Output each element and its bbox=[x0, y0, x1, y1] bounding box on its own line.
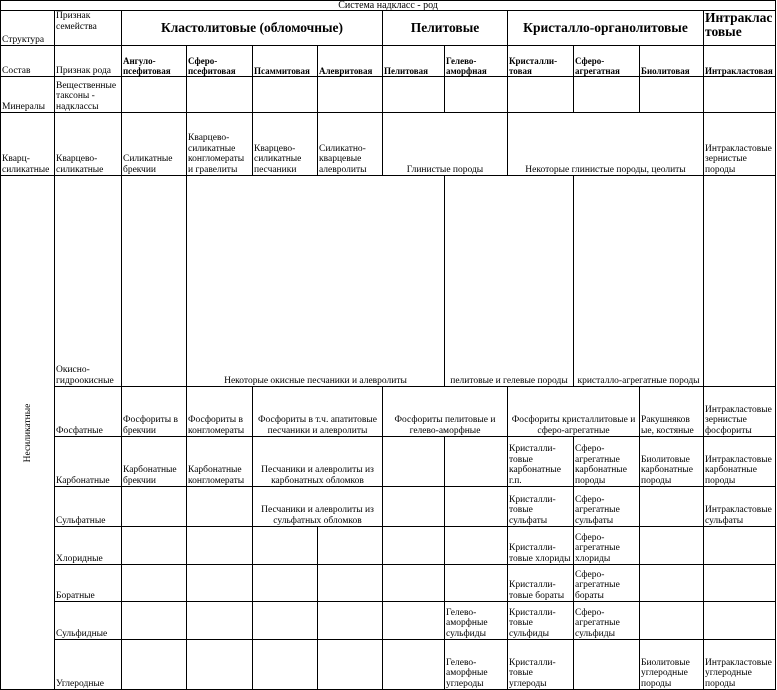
cell-rod-sulfatnye[interactable]: Сульфатные bbox=[55, 487, 122, 527]
cell-fosfority-apatitovye[interactable]: Фосфориты в т.ч. апатитовые песчаники и алевролиты bbox=[253, 387, 383, 437]
cell-empty[interactable] bbox=[122, 527, 187, 565]
cell-empty[interactable] bbox=[187, 487, 253, 527]
cell-karbonatnye-brekchii[interactable]: Карбонатные брекчии bbox=[122, 437, 187, 487]
cell-kristallo-agregatnye[interactable]: кристалло-агрегатные породы bbox=[574, 176, 704, 387]
cell-empty[interactable] bbox=[318, 565, 383, 602]
header-kristallo-organolitovye[interactable]: Кристалло-органолитовые bbox=[508, 11, 704, 46]
cell-empty[interactable] bbox=[187, 77, 253, 113]
cell-empty[interactable] bbox=[318, 527, 383, 565]
cell-intraklast-karbonatnye[interactable]: Интракластовые карбонатные породы bbox=[704, 437, 776, 487]
cell-kvarcevo-konglomeraty[interactable]: Кварцево-силикатные конгломераты и гравелиты bbox=[187, 113, 253, 176]
cell-rakushnyakovye[interactable]: Ракушняков ые, костяные bbox=[640, 387, 704, 437]
cell-kristallitovye-karbonatnye[interactable]: Кристалли-товые карбонатные г.п. bbox=[508, 437, 574, 487]
cell-rod-sulfidnye[interactable]: Сульфидные bbox=[55, 602, 122, 640]
cell-empty[interactable] bbox=[318, 77, 383, 113]
header-sostav[interactable]: Состав bbox=[1, 46, 55, 77]
header-struktura[interactable]: Структура bbox=[1, 11, 55, 46]
cell-empty[interactable] bbox=[253, 527, 318, 565]
cell-fosfority-pelitovye[interactable]: Фосфориты пелитовые и гелево-аморфные bbox=[383, 387, 508, 437]
cell-empty[interactable] bbox=[122, 176, 187, 387]
cell-empty[interactable] bbox=[318, 640, 383, 690]
cell-rod-boratnye[interactable]: Боратные bbox=[55, 565, 122, 602]
cell-empty[interactable] bbox=[640, 602, 704, 640]
cell-intraklast-sulfaty[interactable]: Интракластовые сульфаты bbox=[704, 487, 776, 527]
cell-sfero-khloridy[interactable]: Сферо-агрегатные хлориды bbox=[574, 527, 640, 565]
cell-fosfority-konglomeraty[interactable]: Фосфориты в конгломераты bbox=[187, 387, 253, 437]
cell-empty[interactable] bbox=[122, 565, 187, 602]
cell-rod-karbonatnye[interactable]: Карбонатные bbox=[55, 437, 122, 487]
cell-rod-uglerodnye[interactable]: Углеродные bbox=[55, 640, 122, 690]
cell-empty[interactable] bbox=[640, 77, 704, 113]
cell-empty[interactable] bbox=[574, 77, 640, 113]
cell-empty[interactable] bbox=[187, 527, 253, 565]
cell-empty[interactable] bbox=[253, 602, 318, 640]
cell-kristallitovye-sulfidy[interactable]: Кристалли-товые сульфиды bbox=[508, 602, 574, 640]
cell-intraklast-zernistye[interactable]: Интракластовые зернистые породы bbox=[704, 113, 776, 176]
cell-okisnye-peschaniki[interactable]: Некоторые окисные песчаники и алевролиты bbox=[187, 176, 445, 387]
subheader-alevritovaya[interactable]: Алевритовая bbox=[318, 46, 383, 77]
cell-karbonatnye-konglomeraty[interactable]: Карбонатные конгломераты bbox=[187, 437, 253, 487]
cell-empty[interactable] bbox=[640, 487, 704, 527]
cell-empty[interactable] bbox=[704, 565, 776, 602]
cell-rod-kvarcevo-silikatnye[interactable]: Кварцево-силикатные bbox=[55, 113, 122, 176]
cell-fosfority-kristallitovye[interactable]: Фосфориты кристаллитовые и сферо-агрегатные bbox=[508, 387, 640, 437]
cell-kristallitovye-uglerody[interactable]: Кристалли-товые углероды bbox=[508, 640, 574, 690]
header-intraklastovye[interactable]: Интракластовые bbox=[704, 11, 776, 46]
cell-kristallitovye-khloridy[interactable]: Кристалли-товые хлориды bbox=[508, 527, 574, 565]
cell-taksony[interactable]: Вещественные таксоны - надклассы bbox=[55, 77, 122, 113]
cell-sfero-sulfidy[interactable]: Сферо-агрегатные сульфиды bbox=[574, 602, 640, 640]
cell-kvarcevo-peschaniki[interactable]: Кварцево-силикатные песчаники bbox=[253, 113, 318, 176]
header-priznak-semeystva[interactable]: Признак семейства bbox=[55, 11, 122, 46]
cell-empty[interactable] bbox=[253, 640, 318, 690]
cell-empty[interactable] bbox=[383, 602, 445, 640]
subheader-angulopsefitovaya[interactable]: Ангуло-псефитовая bbox=[122, 46, 187, 77]
cell-empty[interactable] bbox=[445, 487, 508, 527]
subheader-kristallitovaya[interactable]: Кристалли-товая bbox=[508, 46, 574, 77]
cell-empty[interactable] bbox=[445, 77, 508, 113]
cell-pelitovye-gelevye[interactable]: пелитовые и гелевые породы bbox=[445, 176, 574, 387]
cell-sfero-sulfaty[interactable]: Сферо-агрегатные сульфаты bbox=[574, 487, 640, 527]
cell-empty[interactable] bbox=[253, 565, 318, 602]
subheader-pelitovaya[interactable]: Пелитовая bbox=[383, 46, 445, 77]
cell-mineraly[interactable]: Минералы bbox=[1, 77, 55, 113]
cell-sfero-karbonatnye[interactable]: Сферо-агрегатные карбонатные породы bbox=[574, 437, 640, 487]
cell-empty[interactable] bbox=[122, 640, 187, 690]
cell-empty[interactable] bbox=[704, 176, 776, 387]
cell-empty[interactable] bbox=[383, 527, 445, 565]
cell-peschaniki-karbonatnye[interactable]: Песчаники и алевролиты из карбонатных обломков bbox=[253, 437, 383, 487]
cell-empty[interactable] bbox=[704, 527, 776, 565]
cell-gelevo-uglerody[interactable]: Гелево-аморфные углероды bbox=[445, 640, 508, 690]
cell-empty[interactable] bbox=[383, 487, 445, 527]
cell-empty[interactable] bbox=[383, 77, 445, 113]
subheader-psammitovaya[interactable]: Псаммитовая bbox=[253, 46, 318, 77]
cell-silikatnye-brekchii[interactable]: Силикатные брекчии bbox=[122, 113, 187, 176]
cell-empty[interactable] bbox=[574, 640, 640, 690]
cell-empty[interactable] bbox=[508, 77, 574, 113]
cell-empty[interactable] bbox=[122, 77, 187, 113]
table-title[interactable]: Система надкласс - род bbox=[1, 1, 776, 11]
cell-silikatno-alevrolity[interactable]: Силикатно-кварцевые алевролиты bbox=[318, 113, 383, 176]
cell-rod-okisno[interactable]: Окисно-гидроокисные bbox=[55, 176, 122, 387]
cell-empty[interactable] bbox=[445, 565, 508, 602]
cell-kristallitovye-sulfaty[interactable]: Кристалли-товые сульфаты bbox=[508, 487, 574, 527]
header-klastolitovye[interactable]: Кластолитовые (обломочные) bbox=[122, 11, 383, 46]
subheader-sferopsefitovaya[interactable]: Сферо-псефитовая bbox=[187, 46, 253, 77]
cell-gelevo-sulfidy[interactable]: Гелево-аморфные сульфиды bbox=[445, 602, 508, 640]
cell-rod-khloridnye[interactable]: Хлоридные bbox=[55, 527, 122, 565]
cell-empty[interactable] bbox=[704, 602, 776, 640]
cell-nesilikatnye[interactable] bbox=[1, 176, 55, 690]
cell-intraklast-uglerodnye[interactable]: Интракластовые углеродные породы bbox=[704, 640, 776, 690]
cell-rod-fosfatnye[interactable]: Фосфатные bbox=[55, 387, 122, 437]
cell-empty[interactable] bbox=[383, 437, 445, 487]
cell-empty[interactable] bbox=[122, 602, 187, 640]
cell-empty[interactable] bbox=[704, 77, 776, 113]
cell-biolitovye-uglerodnye[interactable]: Биолитовые углеродные породы bbox=[640, 640, 704, 690]
label-nesilikatnye: Несиликатные bbox=[22, 403, 33, 462]
cell-kristallitovye-boraty[interactable]: Кристалли-товые бораты bbox=[508, 565, 574, 602]
cell-empty[interactable] bbox=[383, 640, 445, 690]
cell-empty[interactable] bbox=[445, 527, 508, 565]
subheader-sfero-agregatnaya[interactable]: Сферо-агрегатная bbox=[574, 46, 640, 77]
cell-empty[interactable] bbox=[640, 565, 704, 602]
cell-empty[interactable] bbox=[187, 640, 253, 690]
cell-empty[interactable] bbox=[122, 487, 187, 527]
cell-glinistye-porody[interactable]: Глинистые породы bbox=[383, 113, 508, 176]
header-priznak-roda[interactable]: Признак рода bbox=[55, 46, 122, 77]
subheader-intraklastovaya[interactable]: Интракластовая bbox=[704, 46, 776, 77]
cell-empty[interactable] bbox=[318, 602, 383, 640]
cell-empty[interactable] bbox=[640, 527, 704, 565]
header-pelitovye[interactable]: Пелитовые bbox=[383, 11, 508, 46]
cell-empty[interactable] bbox=[187, 565, 253, 602]
subheader-biolitovaya[interactable]: Биолитовая bbox=[640, 46, 704, 77]
subheader-gelevo-amorfnaya[interactable]: Гелево-аморфная bbox=[445, 46, 508, 77]
cell-empty[interactable] bbox=[253, 77, 318, 113]
cell-fosfority-brekchii[interactable]: Фосфориты в брекчии bbox=[122, 387, 187, 437]
cell-kvarc-silikatnye[interactable]: Кварц-силикатные bbox=[1, 113, 55, 176]
cell-nekotorye-glinistye[interactable]: Некоторые глинистые породы, цеолиты bbox=[508, 113, 704, 176]
cell-empty[interactable] bbox=[383, 565, 445, 602]
cell-empty[interactable] bbox=[445, 437, 508, 487]
cell-empty[interactable] bbox=[187, 602, 253, 640]
cell-biolitovye-karbonatnye[interactable]: Биолитовые карбонатные породы bbox=[640, 437, 704, 487]
cell-sfero-boraty[interactable]: Сферо-агрегатные бораты bbox=[574, 565, 640, 602]
cell-peschaniki-sulfatnye[interactable]: Песчаники и алевролиты из сульфатных обломков bbox=[253, 487, 383, 527]
cell-intraklast-fosfority[interactable]: Интракластовые зернистые фосфориты bbox=[704, 387, 776, 437]
